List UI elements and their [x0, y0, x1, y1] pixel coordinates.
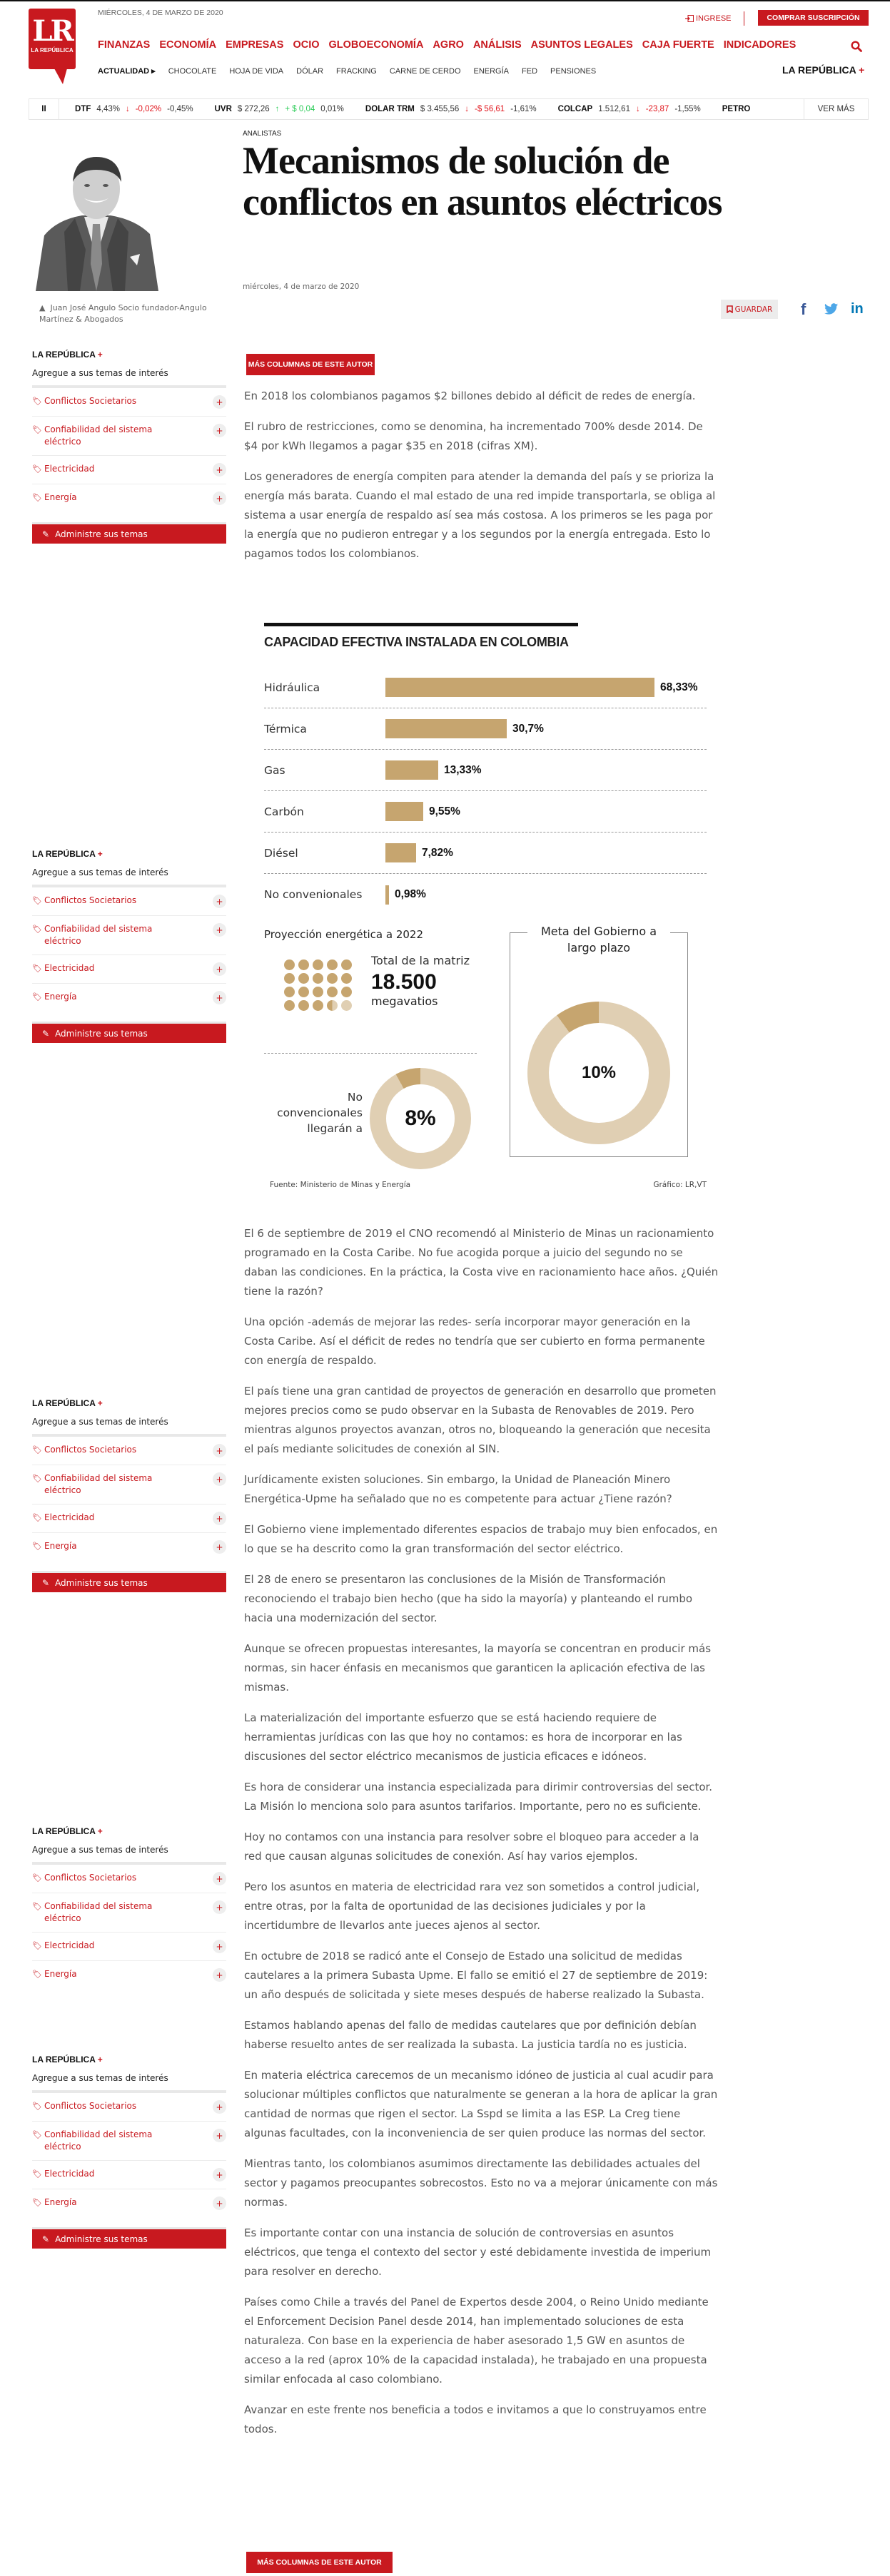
- ticker-name: COLCAP: [557, 105, 593, 113]
- paragraph: Es importante contar con una instancia de solución de controversias en asuntos eléctricos, que tenga el contexto del sector y esté debidamente investida de imperium para resolver en derecho.: [244, 2226, 712, 2278]
- divider: [264, 1053, 477, 1054]
- nav-asuntos-legales[interactable]: ASUNTOS LEGALES: [530, 39, 633, 51]
- tag-icon: 🏷: [32, 1970, 42, 1979]
- subscribe-button[interactable]: COMPRAR SUSCRIPCIÓN: [758, 10, 869, 26]
- tag-icon: 🏷: [32, 2130, 42, 2139]
- nav-economia[interactable]: ECONOMÍA: [159, 39, 217, 51]
- topic-label: Conflictos Societarios: [44, 1873, 137, 1883]
- nav-caja-fuerte[interactable]: CAJA FUERTE: [642, 39, 714, 51]
- arrow-down-icon: ↓: [125, 105, 130, 113]
- logo-letters: LR: [32, 14, 72, 48]
- topic-item[interactable]: [32, 916, 226, 955]
- twitter-icon[interactable]: [824, 300, 839, 319]
- projection-title: Proyección energética a 2022: [264, 928, 424, 941]
- topic-item[interactable]: [32, 1893, 226, 1933]
- interests-widget: [32, 1826, 226, 1987]
- topic-label: Conflictos Societarios: [44, 2101, 137, 2111]
- logo-tail: [54, 68, 67, 84]
- header-date: MIÉRCOLES, 4 DE MARZO DE 2020: [98, 9, 223, 17]
- pencil-icon: ✎: [42, 1577, 50, 1588]
- login-icon: [685, 15, 694, 22]
- main-nav: [98, 39, 796, 51]
- add-topic-button[interactable]: +: [213, 2168, 226, 2182]
- pencil-icon: ✎: [42, 529, 50, 539]
- paragraph: Avanzar en este frente nos beneficia a todos e invitamos a que lo construyamos entre todos.: [244, 2403, 707, 2435]
- author-photo: [29, 150, 164, 291]
- subnav-actualidad: ACTUALIDAD ▸: [98, 67, 156, 76]
- topic-item[interactable]: [32, 2122, 226, 2161]
- nav-agro[interactable]: AGRO: [433, 39, 464, 51]
- paragraph: Los generadores de energía compiten para atender la demanda del país y se prioriza la energía más barata. Cuando el mal estado de una red impide transportarla, se obliga al sistema a usar energía de respaldo así sea más costosa. A los primeros se les paga por la energía que no pudieron entregar y a los segundos por la energía entregada. Esto lo pagamos todos los colombianos.: [244, 470, 716, 560]
- author-caption: [39, 302, 218, 325]
- projection-panel: [264, 928, 478, 1135]
- subnav-dolar[interactable]: DÓLAR: [296, 66, 324, 76]
- bar-value: 68,33%: [660, 681, 698, 693]
- subnav-fed[interactable]: FED: [522, 66, 538, 76]
- topic-item[interactable]: [32, 1465, 226, 1505]
- add-topic-button[interactable]: +: [213, 1900, 226, 1914]
- widget-subtitle: Agregue a sus temas de interés: [32, 1845, 226, 1865]
- tag-icon: 🏷: [32, 2169, 42, 2179]
- widget-title-text: LA REPÚBLICA: [32, 1398, 96, 1408]
- topic-label: Energía: [44, 1541, 77, 1551]
- manage-topics-button[interactable]: [32, 1571, 226, 1592]
- bar-row: [264, 833, 707, 874]
- ticker-value: 1.512,61: [598, 105, 630, 113]
- add-topic-button[interactable]: +: [213, 1872, 226, 1885]
- dots-icon: [284, 959, 353, 1011]
- ticker-pct: -1,61%: [510, 105, 537, 113]
- ticker-item-colcap[interactable]: [558, 105, 701, 113]
- topic-label: Electricidad: [44, 1940, 95, 1950]
- logo-name: LA REPÚBLICA: [31, 47, 74, 54]
- paragraph: El país tiene una gran cantidad de proyectos de generación en desarrollo que prometen mejores precios como se pudo observar en la Subasta de Renovables de 2019. Pero mientras algunos proyectos avanzan, otros no, bloqueando la generación que necesita el país mediante solicitudes de conexión al SIN.: [244, 1385, 717, 1455]
- article-intro: [244, 387, 719, 575]
- paragraph: Mientras tanto, los colombianos asumimos directamente las debilidades actuales del sector y pagamos preocupantes sobrecostos. Esto no va a mejorar únicamente con más normas.: [244, 2157, 718, 2209]
- add-topic-button[interactable]: +: [213, 1540, 226, 1554]
- nav-finanzas[interactable]: FINANZAS: [98, 39, 151, 51]
- add-topic-button[interactable]: +: [213, 1968, 226, 1982]
- add-topic-button[interactable]: +: [213, 1940, 226, 1953]
- bookmark-icon: [727, 305, 733, 313]
- paragraph: Aunque se ofrecen propuestas interesantes, la mayoría se concentran en producir más normas, sin hacer énfasis en mecanismos que garanticen la aplicación efectiva de las mismas.: [244, 1642, 712, 1694]
- topic-item[interactable]: [32, 388, 226, 417]
- add-topic-button[interactable]: +: [213, 2100, 226, 2114]
- tag-icon: 🏷: [32, 1474, 42, 1483]
- nav-ocio[interactable]: OCIO: [293, 39, 320, 51]
- bar-value: 9,55%: [429, 805, 460, 818]
- donut-value: 8%: [386, 1084, 455, 1153]
- tag-icon: 🏷: [32, 964, 42, 973]
- chart-title: CAPACIDAD EFECTIVA INSTALADA EN COLOMBIA: [264, 635, 569, 649]
- topic-label: Electricidad: [44, 1512, 95, 1522]
- topic-label: Energía: [44, 992, 77, 1002]
- more-columns-button[interactable]: MÁS COLUMNAS DE ESTE AUTOR: [246, 354, 375, 375]
- article-date: miércoles, 4 de marzo de 2020: [243, 282, 360, 291]
- paragraph: El Gobierno viene implementado diferentes espacios de trabajo muy bien enfocados, en lo que se ha descrito como la gran transformación del sector eléctrico.: [244, 1523, 718, 1555]
- tag-icon: 🏷: [32, 1873, 42, 1883]
- widget-title: [32, 350, 226, 362]
- bar-row: [264, 791, 707, 833]
- bar: [385, 719, 507, 738]
- top-border: [0, 0, 890, 1]
- bar-value: 30,7%: [512, 722, 544, 735]
- add-topic-button[interactable]: +: [213, 2129, 226, 2142]
- bar: [385, 802, 423, 821]
- tag-icon: 🏷: [32, 493, 42, 502]
- ticker-item-dtf[interactable]: [75, 105, 193, 113]
- ticker-value: 4,43%: [96, 105, 120, 113]
- ticker-change: -$ 56,61: [475, 105, 505, 113]
- bar-chart: [264, 667, 707, 915]
- ticker-item-uvr[interactable]: [215, 105, 344, 113]
- topic-label: Confiabilidad del sistema eléctrico: [44, 1473, 153, 1495]
- matrix-total: [371, 954, 470, 1008]
- topic-label: Energía: [44, 2197, 77, 2207]
- bar: [385, 760, 438, 780]
- total-label: Total de la matriz: [371, 954, 470, 967]
- paragraph: Una opción -además de mejorar las redes- sería incorporar mayor generación en la Costa Caribe. Así el déficit de redes no tendría que ser cubierto en forma permanente con energía de respaldo.: [244, 1315, 705, 1367]
- nav-globoeconomia[interactable]: GLOBOECONOMÍA: [328, 39, 424, 51]
- bar-value: 0,98%: [395, 888, 426, 900]
- bar-label: Gas: [264, 763, 285, 777]
- bar: [385, 843, 416, 862]
- site-logo[interactable]: [29, 9, 76, 69]
- linkedin-icon[interactable]: in: [851, 301, 864, 317]
- plus-icon: +: [97, 1826, 103, 1836]
- add-topic-button[interactable]: +: [213, 492, 226, 505]
- subnav-pensiones[interactable]: PENSIONES: [550, 66, 597, 76]
- topic-label: Conflictos Societarios: [44, 1445, 137, 1455]
- topic-label: Electricidad: [44, 464, 95, 474]
- paragraph: Es hora de considerar una instancia especializada para dirimir controversias del sector. La Misión lo menciona solo para asuntos tarifarios. Importante, pero no es suficiente.: [244, 1781, 713, 1813]
- ticker-more-button[interactable]: VER MÁS: [804, 99, 868, 119]
- market-ticker: [29, 98, 869, 120]
- bar-label: Diésel: [264, 846, 298, 860]
- bar-row: [264, 708, 707, 750]
- tag-icon: 🏷: [32, 1445, 42, 1455]
- topic-item[interactable]: [32, 484, 226, 512]
- arrow-down-icon: ↓: [635, 105, 640, 113]
- ticker-items: [59, 105, 804, 113]
- topic-item[interactable]: [32, 456, 226, 484]
- topic-item[interactable]: [32, 1961, 226, 1987]
- widget-title-text: LA REPÚBLICA: [32, 849, 96, 859]
- paragraph: En octubre de 2018 se radicó ante el Consejo de Estado una solicitud de medidas cautelares a la primera Subasta Upme. El fallo se emitió el 27 de septiembre de 2019: un año después de solicitada y siete meses después de haberse realizado la Subasta.: [244, 1950, 708, 2001]
- ticker-name: DÓLAR TRM: [365, 105, 415, 113]
- manage-topics-button[interactable]: [32, 522, 226, 544]
- bar-row: [264, 667, 707, 708]
- plus-icon: +: [859, 64, 865, 76]
- government-goal-panel: [510, 925, 688, 1157]
- paragraph: En 2018 los colombianos pagamos $2 billones debido al déficit de redes de energía.: [244, 390, 696, 402]
- widget-title-text: LA REPÚBLICA: [32, 350, 96, 360]
- lr-plus-label: LA REPÚBLICA: [782, 64, 856, 76]
- tag-icon: 🏷: [32, 2102, 42, 2111]
- tag-icon: 🏷: [32, 1902, 42, 1911]
- subnav-carne-de-cerdo[interactable]: CARNE DE CERDO: [389, 66, 461, 76]
- subnav-hoja-de-vida[interactable]: HOJA DE VIDA: [229, 66, 284, 76]
- add-topic-button[interactable]: +: [213, 1512, 226, 1525]
- infographic: [264, 623, 707, 1189]
- topic-item[interactable]: [32, 1865, 226, 1893]
- login-label: INGRESE: [696, 14, 732, 23]
- article-body: [244, 1224, 719, 2450]
- paragraph: Estamos hablando apenas del fallo de medidas cautelares que por definición debían haberse resuelto antes de ser realizada la subasta. La justicia tardía no es justicia.: [244, 2019, 697, 2051]
- plus-icon: +: [97, 350, 103, 360]
- tag-icon: 🏷: [32, 1542, 42, 1551]
- topic-label: Confiabilidad del sistema eléctrico: [44, 1901, 153, 1923]
- author-caption-text: Juan José Angulo Socio fundador-Angulo Martínez & Abogados: [39, 303, 207, 324]
- article-title: Mecanismos de solución de conflictos en asuntos eléctricos: [243, 139, 722, 223]
- topic-item[interactable]: [32, 1505, 226, 1533]
- topic-item[interactable]: [32, 2093, 226, 2122]
- facebook-icon[interactable]: f: [801, 300, 806, 318]
- bar: [385, 678, 654, 697]
- bar: [385, 885, 389, 905]
- ticker-change: + $ 0,04: [285, 105, 315, 113]
- total-value: 18.500: [371, 970, 437, 994]
- add-topic-button[interactable]: +: [213, 962, 226, 976]
- widget-subtitle: Agregue a sus temas de interés: [32, 1417, 226, 1437]
- widget-title-text: LA REPÚBLICA: [32, 1826, 96, 1836]
- subnav-energia[interactable]: ENERGÍA: [473, 66, 510, 76]
- bar-value: 7,82%: [422, 846, 453, 859]
- nav-empresas[interactable]: EMPRESAS: [226, 39, 284, 51]
- topic-label: Confiabilidad del sistema eléctrico: [44, 924, 153, 946]
- save-label: GUARDAR: [734, 305, 773, 314]
- paragraph: Jurídicamente existen soluciones. Sin embargo, la Unidad de Planeación Minero Energética-Upme ha señalado que no es competente para actuar ¿Tiene razón?: [244, 1473, 672, 1505]
- paragraph: El rubro de restricciones, como se denomina, ha incrementado 700% desde 2014. De $4 por kWh llegamos a pagar $35 en 2018 (cifras XM).: [244, 420, 703, 452]
- sub-nav: [98, 66, 596, 76]
- tag-icon: 🏷: [32, 992, 42, 1002]
- paragraph: En materia eléctrica carecemos de un mecanismo idóneo de justicia al cual acudir para solucionar múltiples conflictos que naturalmente se generan a la hora de aplicar la gran cantidad de normas que rigen el sector. La Sspd se limita a las ESP. La Creg tiene algunas facultades, con la inconveniencia de ser quien produce las normas del sector.: [244, 2069, 718, 2139]
- donut-value: 10%: [549, 1023, 649, 1123]
- lr-plus-link[interactable]: [782, 64, 864, 76]
- bar-label: Carbón: [264, 805, 304, 818]
- ticker-item-petroleo[interactable]: [722, 105, 751, 113]
- paragraph: Países como Chile a través del Panel de Expertos desde 2004, o Reino Unido mediante el Enforcement Decision Panel desde 2014, han implementado soluciones de esta naturaleza. Con base en la experiencia de haber asesorado 1,5 GW en asuntos de acceso a la red (aprox 10% de la capacidad instalada), he trabajado en una propuesta similar enfocada al caso colombiano.: [244, 2296, 709, 2386]
- topic-item[interactable]: [32, 2189, 226, 2217]
- manage-topics-button[interactable]: [32, 2227, 226, 2249]
- paragraph: El 28 de enero se presentaron las conclusiones de la Misión de Transformación reconociendo el trabajo bien hecho (que ha sido la mayoría) y planteando el rumbo hacia una modernización del sector.: [244, 1573, 693, 1624]
- topic-label: Confiabilidad del sistema eléctrico: [44, 424, 153, 447]
- paragraph: Hoy no contamos con una instancia para resolver sobre el bloqueo para acceder a la red que causan algunas solicitudes de conexión. Así hay varios ejemplos.: [244, 1831, 699, 1863]
- login-link[interactable]: [685, 14, 732, 23]
- bar-label: Hidráulica: [264, 681, 320, 694]
- caret-up-icon: ▲: [39, 303, 46, 312]
- interests-widget: [32, 1398, 226, 1612]
- nav-analisis[interactable]: ANÁLISIS: [472, 39, 522, 51]
- topic-item[interactable]: [32, 417, 226, 456]
- bar-value: 13,33%: [444, 763, 482, 776]
- ticker-name: PETRÓ: [722, 105, 751, 113]
- bar-label: No convenionales: [264, 888, 363, 901]
- add-topic-button[interactable]: +: [213, 1444, 226, 1457]
- topic-item[interactable]: [32, 2161, 226, 2189]
- donut-label: No convencionales llegarán a: [277, 1091, 363, 1135]
- add-topic-button[interactable]: +: [213, 424, 226, 437]
- topic-item[interactable]: [32, 1933, 226, 1961]
- donut-chart-10: [527, 1002, 670, 1144]
- topic-label: Energía: [44, 492, 77, 502]
- widget-subtitle: Agregue a sus temas de interés: [32, 368, 226, 388]
- topic-label: Electricidad: [44, 2169, 95, 2179]
- article-section[interactable]: ANALISTAS: [243, 130, 282, 138]
- topic-item[interactable]: [32, 955, 226, 984]
- topic-item[interactable]: [32, 1533, 226, 1561]
- nav-indicadores[interactable]: INDICADORES: [723, 39, 797, 51]
- bar-row: [264, 750, 707, 791]
- add-topic-button[interactable]: +: [213, 463, 226, 477]
- widget-title-text: LA REPÚBLICA: [32, 2055, 96, 2065]
- add-topic-button[interactable]: +: [213, 923, 226, 937]
- tag-icon: 🏷: [32, 1941, 42, 1950]
- infographic-rule: [264, 623, 578, 626]
- widget-title: [32, 849, 226, 862]
- bar-label: Térmica: [264, 722, 307, 735]
- interests-widget: [32, 350, 226, 564]
- widget-subtitle: Agregue a sus temas de interés: [32, 867, 226, 887]
- widget-subtitle: Agregue a sus temas de interés: [32, 2073, 226, 2093]
- add-topic-button[interactable]: +: [213, 2196, 226, 2210]
- paragraph: La materialización del importante esfuerzo que se está haciendo requiere de herramientas jurídicas con las que hoy no contamos: es hora de incorporar en las discusiones del sector eléctrico mecanismos de justicia eficaces e idóneos.: [244, 1711, 682, 1763]
- search-icon[interactable]: [851, 41, 862, 52]
- ticker-name: UVR: [214, 105, 232, 113]
- manage-topics-label: Administre sus temas: [55, 1577, 148, 1588]
- topic-label: Conflictos Societarios: [44, 396, 137, 406]
- donut-chart-8: [370, 1068, 471, 1169]
- add-topic-button[interactable]: +: [213, 395, 226, 409]
- topic-item[interactable]: [32, 1437, 226, 1465]
- ticker-value: $ 3.455,56: [420, 105, 460, 113]
- infographic-source: Fuente: Ministerio de Minas y Energía: [270, 1181, 411, 1189]
- save-button[interactable]: [721, 300, 778, 319]
- pencil-icon: ✎: [42, 2234, 50, 2244]
- arrow-down-icon: ↓: [465, 105, 469, 113]
- add-topic-button[interactable]: +: [213, 895, 226, 908]
- tag-icon: 🏷: [32, 925, 42, 934]
- plus-icon: +: [97, 1398, 103, 1408]
- pencil-icon: ✎: [42, 1028, 50, 1039]
- topic-item[interactable]: [32, 887, 226, 916]
- tag-icon: 🏷: [32, 425, 42, 434]
- subnav-fracking[interactable]: FRACKING: [336, 66, 377, 76]
- total-unit: megavatios: [371, 994, 438, 1008]
- topic-label: Conflictos Societarios: [44, 895, 137, 905]
- interests-widget: [32, 2055, 226, 2269]
- infographic-credit: Gráfico: LR,VT: [653, 1181, 707, 1189]
- paragraph: Pero los asuntos en materia de electricidad rara vez son sometidos a control judicial, entre otras, por la falta de oportunidad de las decisiones judiciales y por la incertidumbre de llevarlos ante jueces ajenos al sector.: [244, 1880, 700, 1932]
- widget-title: [32, 1398, 226, 1411]
- tag-icon: 🏷: [32, 896, 42, 905]
- plus-icon: +: [97, 2055, 103, 2065]
- interests-widget: [32, 849, 226, 1063]
- add-topic-button[interactable]: +: [213, 1472, 226, 1486]
- ticker-pct: -1,55%: [674, 105, 701, 113]
- topic-label: Energía: [44, 1969, 77, 1979]
- tag-icon: 🏷: [32, 397, 42, 406]
- ticker-item-dolar-trm[interactable]: [365, 105, 537, 113]
- paragraph: El 6 de septiembre de 2019 el CNO recomendó al Ministerio de Minas un racionamiento programado en la Costa Caribe. No fue acogida porque a juicio del segundo no se daban las condiciones. En la práctica, la Costa vive en racionamiento hace años. ¿Quién tiene la razón?: [244, 1227, 719, 1298]
- tag-icon: 🏷: [32, 2198, 42, 2207]
- ticker-change: -23,87: [645, 105, 669, 113]
- ticker-value: $ 272,26: [237, 105, 270, 113]
- widget-title: [32, 1826, 226, 1839]
- topic-label: Electricidad: [44, 963, 95, 973]
- tag-icon: 🏷: [32, 1513, 42, 1522]
- bar-row: [264, 874, 707, 915]
- goal-title: Meta del Gobierno a largo plazo: [527, 923, 670, 956]
- widget-title: [32, 2055, 226, 2067]
- more-columns-button-bottom[interactable]: MÁS COLUMNAS DE ESTE AUTOR: [246, 2552, 393, 2573]
- plus-icon: +: [97, 849, 103, 859]
- ticker-pct: 0,01%: [320, 105, 344, 113]
- add-topic-button[interactable]: +: [213, 991, 226, 1004]
- tag-icon: 🏷: [32, 464, 42, 474]
- arrow-up-icon: ↑: [275, 105, 280, 113]
- ticker-pct: -0,45%: [167, 105, 193, 113]
- manage-topics-button[interactable]: [32, 1022, 226, 1043]
- subnav-chocolate[interactable]: CHOCOLATE: [168, 66, 217, 76]
- manage-topics-label: Administre sus temas: [55, 529, 148, 539]
- ticker-name: DTF: [75, 105, 91, 113]
- ticker-change: -0,02%: [135, 105, 162, 113]
- ticker-pause-button[interactable]: II: [29, 99, 59, 119]
- topic-label: Confiabilidad del sistema eléctrico: [44, 2129, 153, 2152]
- topic-item[interactable]: [32, 984, 226, 1012]
- manage-topics-label: Administre sus temas: [55, 1028, 148, 1039]
- manage-topics-label: Administre sus temas: [55, 2234, 148, 2244]
